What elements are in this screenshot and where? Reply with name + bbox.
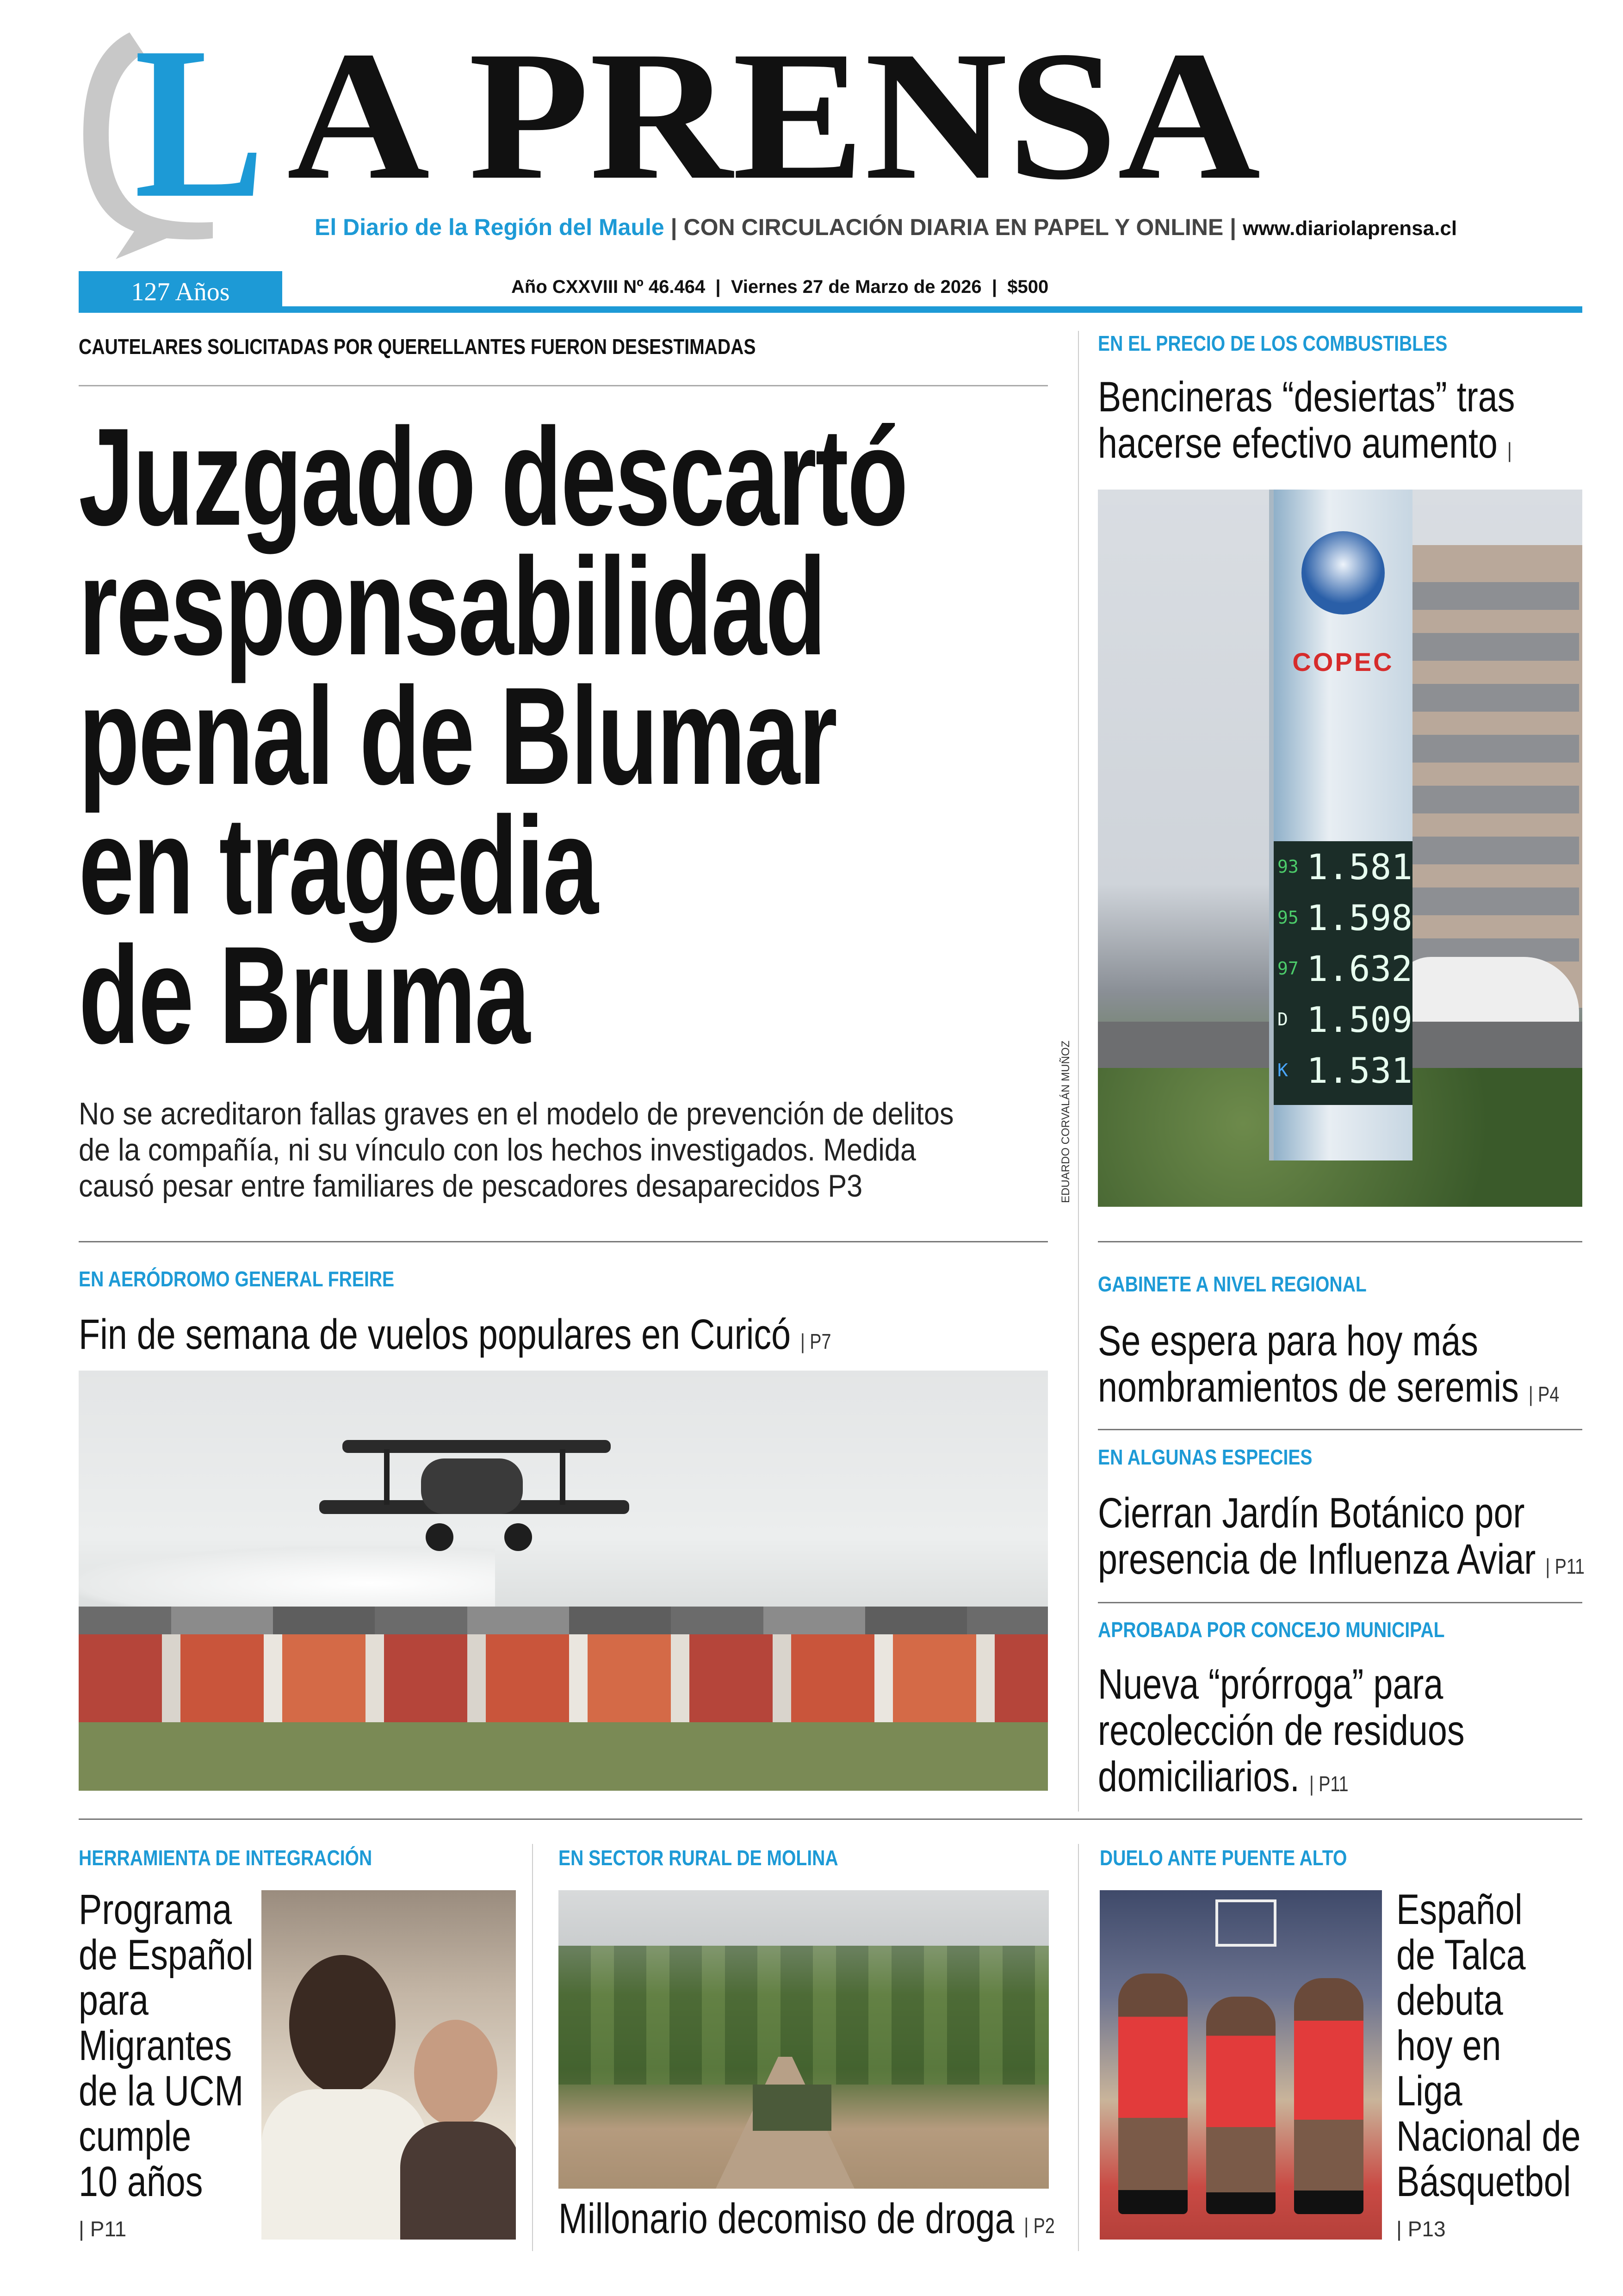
drugs-kicker: EN SECTOR RURAL DE MOLINA: [558, 1846, 838, 1870]
lead-headline-line: de Bruma: [79, 917, 529, 1073]
basket-headline-line: Básquetbol: [1396, 2158, 1571, 2205]
spanish-headline-line: cumple: [79, 2113, 192, 2160]
bottom-col-divider-1: [532, 1844, 533, 2251]
bottom-row-divider: [79, 1818, 1582, 1820]
basket-headline-line: hoy en: [1396, 2022, 1501, 2069]
basket-page-ref: | P13: [1396, 2217, 1446, 2241]
price-value: 1.598: [1307, 897, 1412, 938]
basket-headline-line: debuta: [1396, 1977, 1503, 2024]
building-windows: [1412, 582, 1579, 962]
fuel-page-ref: |: [1507, 438, 1512, 462]
spanish-page-ref: | P11: [79, 2217, 127, 2241]
basket-headline-line: Liga: [1396, 2067, 1462, 2115]
fuel-headline-line: Bencineras “desiertas” tras: [1098, 373, 1515, 421]
price-value: 1.632: [1307, 948, 1412, 989]
biplane-icon: [301, 1431, 652, 1560]
waste-headline-line: Nueva “prórroga” para: [1098, 1661, 1443, 1708]
spanish-kicker: HERRAMIENTA DE INTEGRACIÓN: [79, 1846, 372, 1870]
grass: [79, 1722, 1048, 1791]
basket-headline-line: Nacional de: [1396, 2113, 1581, 2160]
garden-kicker: EN ALGUNAS ESPECIES: [1098, 1445, 1313, 1469]
player-2: [1206, 1997, 1276, 2214]
seremis-headline-line: nombramientos de seremis: [1098, 1364, 1519, 1411]
price-sign: [1269, 490, 1412, 1160]
garden-headline-line: Cierran Jardín Botánico por: [1098, 1489, 1525, 1537]
price-row: [1274, 841, 1412, 892]
flights-headline-text: Fin de semana de vuelos populares en Curicó: [79, 1311, 791, 1358]
spanish-headline-line: Programa: [79, 1886, 232, 1933]
spanish-headline-line: para: [79, 1977, 149, 2024]
waste-page-ref: | P11: [1309, 1772, 1349, 1796]
garden-top-divider: [1098, 1429, 1582, 1430]
waste-headline-line: domiciliarios.: [1098, 1753, 1300, 1800]
bottom-col-divider-2: [1078, 1844, 1079, 2251]
price-label: 97: [1277, 958, 1299, 979]
flights-photo: [79, 1371, 1048, 1791]
fuel-kicker: EN EL PRECIO DE LOS COMBUSTIBLES: [1098, 331, 1448, 355]
garden-headline-line: presencia de Influenza Aviar: [1098, 1536, 1536, 1583]
waste-top-divider: [1098, 1602, 1582, 1603]
garden-headline[interactable]: [1098, 1490, 1585, 1589]
lead-headline-line: en tragedia: [79, 788, 597, 943]
lead-headline-line: penal de Blumar: [79, 658, 836, 813]
drugs-photo: [558, 1890, 1049, 2189]
fuel-photo: [1098, 490, 1582, 1207]
lead-bottom-divider: [79, 1241, 1048, 1242]
garden-page-ref: | P11: [1545, 1554, 1585, 1578]
spanish-photo: [261, 1890, 516, 2240]
seremis-headline-line: Se espera para hoy más: [1098, 1317, 1478, 1365]
logo-letter: L: [134, 2, 265, 243]
masthead-website[interactable]: www.diariolaprensa.cl: [1243, 217, 1457, 240]
masthead-title: A PRENSA: [287, 13, 1261, 218]
seremis-kicker: GABINETE A NIVEL REGIONAL: [1098, 1272, 1367, 1296]
masthead-circulation: | CON CIRCULACIÓN DIARIA EN PAPEL Y ONLINE |: [670, 214, 1237, 240]
flights-headline[interactable]: [79, 1311, 831, 1365]
person-body-2: [400, 2122, 516, 2240]
spanish-headline-line: de Español: [79, 1931, 254, 1979]
roofs-row: [79, 1607, 1048, 1634]
person-face: [289, 1955, 396, 2094]
basket-headline-line: de Talca: [1396, 1931, 1526, 1979]
price-board: [1274, 841, 1412, 1105]
lead-summary-line: No se acreditaron fallas graves en el modelo de prevención de delitos: [79, 1096, 954, 1131]
player-3: [1294, 1978, 1363, 2214]
hoop-shape: [1215, 1899, 1276, 1947]
waste-headline-line: recolección de residuos: [1098, 1707, 1465, 1754]
sign-brand: COPEC: [1292, 647, 1394, 676]
drugs-headline[interactable]: [558, 2196, 1055, 2249]
spanish-headline-line: Migrantes: [79, 2022, 232, 2069]
seremis-headline[interactable]: [1098, 1318, 1559, 1417]
lead-headline-line: responsabilidad: [79, 528, 825, 684]
masthead-tagline: El Diario de la Región del Maule: [315, 214, 664, 240]
drugs-page-ref: | P2: [1024, 2214, 1055, 2238]
price-row: [1274, 1045, 1412, 1096]
spanish-headline[interactable]: [79, 1887, 253, 2204]
spanish-headline-line: 10 años: [79, 2158, 203, 2205]
edition-info: Año CXXVIII Nº 46.464 | Viernes 27 de Marzo de 2026 | $500: [511, 277, 1049, 297]
lead-kicker: CAUTELARES SOLICITADAS POR QUERELLANTES FUERON DESESTIMADAS: [79, 335, 756, 359]
price-label: 93: [1277, 856, 1299, 877]
basket-headline[interactable]: [1396, 1887, 1580, 2204]
drugs-headline-text: Millonario decomiso de droga: [558, 2195, 1015, 2242]
price-label: D: [1277, 1009, 1288, 1030]
basket-kicker: DUELO ANTE PUENTE ALTO: [1100, 1846, 1347, 1870]
waste-headline[interactable]: [1098, 1661, 1465, 1807]
spanish-headline-line: de la UCM: [79, 2067, 244, 2115]
price-row: [1274, 892, 1412, 943]
years-label: 127 Años: [131, 278, 230, 306]
price-row: [1274, 943, 1412, 994]
fuel-photo-credit: EDUARDO CORVALÁN MUÑOZ: [1059, 1040, 1072, 1203]
waste-kicker: APROBADA POR CONCEJO MUNICIPAL: [1098, 1618, 1445, 1642]
price-value: 1.581: [1307, 846, 1412, 887]
flights-kicker: EN AERÓDROMO GENERAL FREIRE: [79, 1267, 395, 1291]
player-1: [1118, 1973, 1188, 2214]
price-value: 1.531: [1307, 1049, 1412, 1091]
truck-shape: [753, 2085, 831, 2131]
price-row: [1274, 994, 1412, 1045]
masthead-blue-rule: [79, 306, 1582, 313]
lead-summary-line: causó pesar entre familiares de pescadores desaparecidos P3: [79, 1168, 863, 1204]
orchard-trees: [558, 1946, 1049, 2085]
basket-photo: [1100, 1890, 1382, 2240]
price-value: 1.509: [1307, 999, 1412, 1040]
flights-page-ref: | P7: [800, 1329, 831, 1353]
column-divider: [1078, 331, 1079, 1812]
lead-headline[interactable]: [79, 399, 907, 1073]
basket-headline-line: Español: [1396, 1886, 1523, 1933]
lead-headline-line: Juzgado descartó: [79, 399, 907, 554]
person-face-2: [414, 2020, 497, 2126]
fuel-headline-line: hacerse efectivo aumento: [1098, 420, 1498, 467]
price-label: K: [1277, 1060, 1288, 1080]
price-label: 95: [1277, 907, 1299, 928]
houses-row: [79, 1630, 1048, 1722]
lead-summary: [79, 1096, 954, 1204]
seremis-top-divider: [1098, 1241, 1582, 1242]
sign-logo-circle: [1301, 531, 1385, 614]
lead-summary-line: de la compañía, ni su vínculo con los hechos investigados. Medida: [79, 1132, 916, 1167]
seremis-page-ref: | P4: [1528, 1382, 1560, 1406]
lead-top-divider: [79, 385, 1048, 386]
